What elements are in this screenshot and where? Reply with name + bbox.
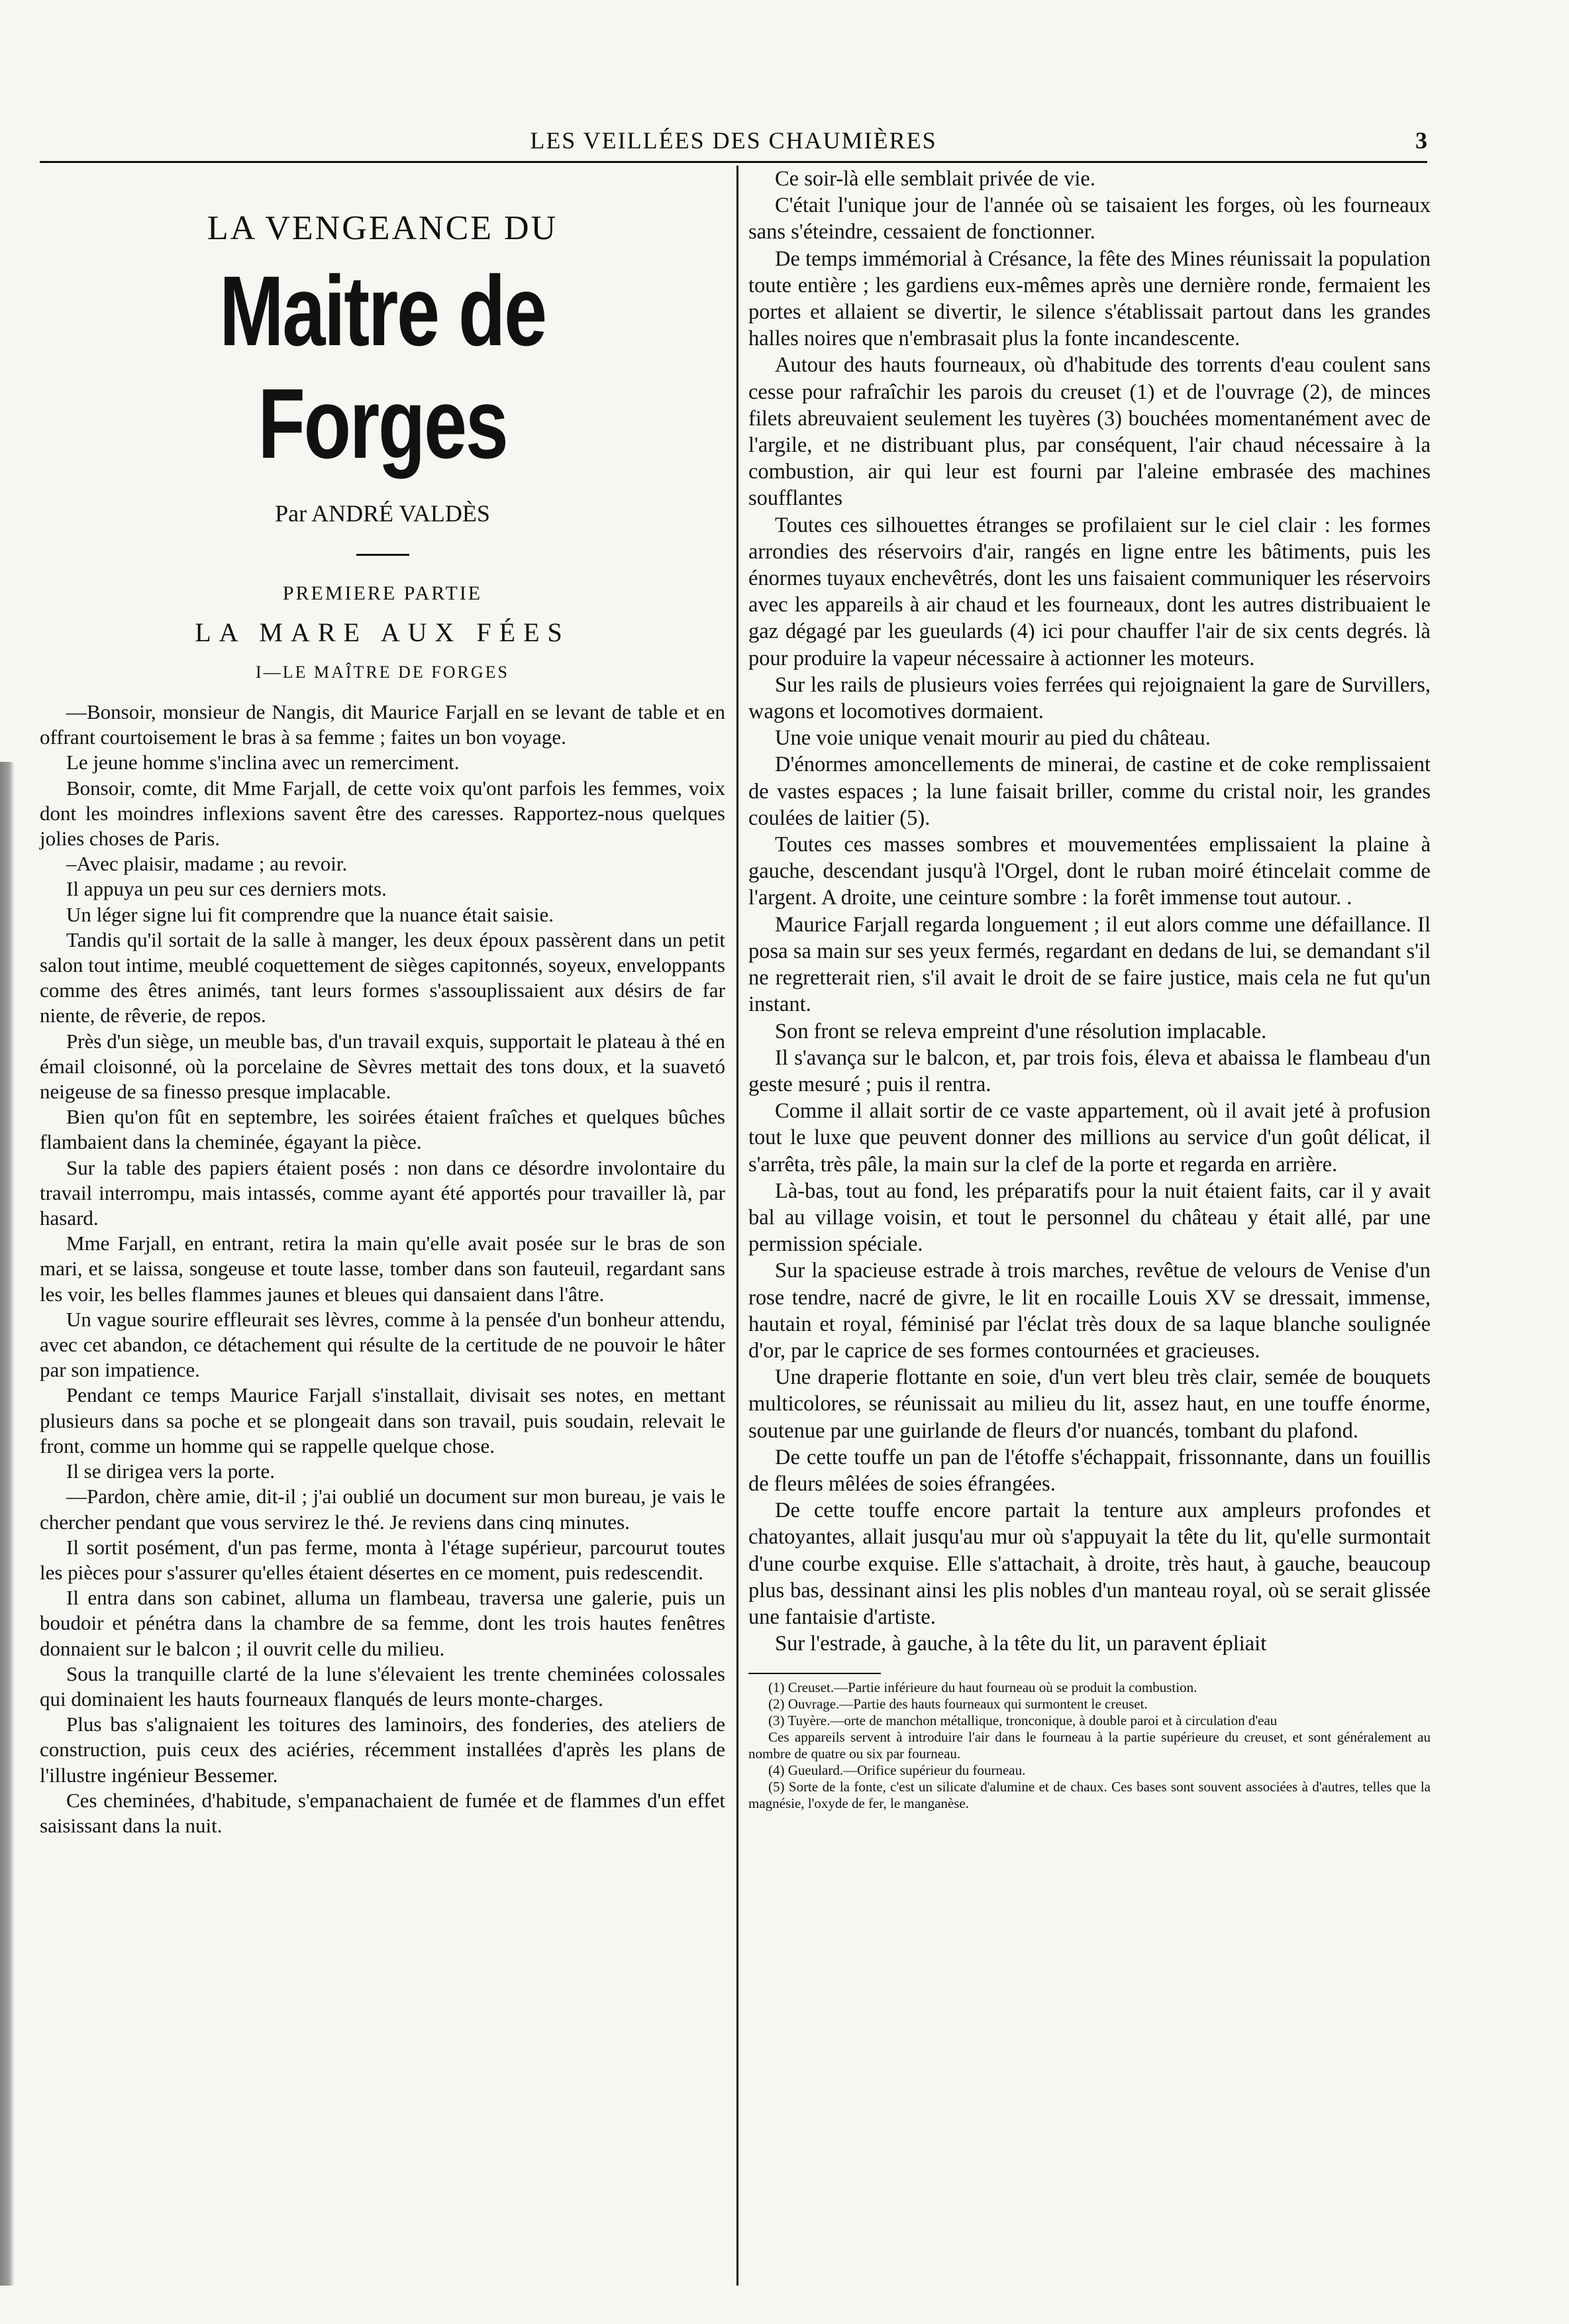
paragraph: Toutes ces silhouettes étranges se profilaient sur le ciel clair : les formes arrondies des réservoirs d'air, rangés en ligne entre les bâtiments, puis les énormes tuyaux enchevêtrés, dont les uns faisaient communiquer les réservoirs avec les appareils à air chaud et les fourneaux, dont les autres distribuaient le gaz dégagé par les gueulards (4) ici pour chauffer l'air de six cents degrés. là pour produire la vapeur nécessaire à actionner les moteurs. <box>748 513 1431 670</box>
paragraph: Il entra dans son cabinet, alluma un flambeau, traversa une galerie, puis un boudoir et pénétra dans la chambre de sa femme, dont les trois hautes fenêtres donnaient sur le balcon ; il ouvrit celle du milieu. <box>40 1586 725 1660</box>
paragraph: Plus bas s'alignaient les toitures des laminoirs, des fonderies, des ateliers de construction, puis ceux des aciéries, récemment installées d'après les plans de l'illustre ingénieur Bessemer. <box>40 1713 725 1787</box>
paragraph: Ces cheminées, d'habitude, s'empanachaient de fumée et de flammes d'un effet saisissant dans la nuit. <box>40 1788 725 1837</box>
paragraph: Une draperie flottante en soie, d'un vert bleu très clair, semée de bouquets multicolores, se réunissait au milieu du lit, assez haut, en une touffe énorme, soutenue par une guirlande de fleurs d'or nuancés, tombant du plafond. <box>748 1365 1431 1443</box>
footnotes <box>748 1679 1431 1812</box>
paragraph: Il sortit posément, d'un pas ferme, monta à l'étage supérieur, parcourut toutes les pièces pour s'assurer qu'elles étaient désertes en ce moment, puis redescendit. <box>40 1535 725 1584</box>
story-title: Maitre de Forges <box>219 255 546 479</box>
binding-shadow <box>0 762 15 2286</box>
paragraph: Toutes ces masses sombres et mouvementées emplissaient la plaine à gauche, descendant jusqu'à l'Orgel, dont le ruban moiré étincelait comme de l'argent. A droite, une ceinture sombre : la forêt immense tout autour. . <box>748 833 1431 910</box>
byline: Par ANDRÉ VALDÈS <box>275 500 490 527</box>
paragraph: Comme il allait sortir de ce vaste appartement, où il avait jeté à profusion tout le luxe que peuvent donner des millions au service d'un goût délicat, il s'arrêta, très pâle, la main sur la clef de la porte et regarda en arrière. <box>748 1099 1431 1177</box>
paragraph: Près d'un siège, un meuble bas, d'un travail exquis, supportait le plateau à thé en émail cloisonné, où la porcelaine de Sèvres mettait des tons doux, et la suavetó neigeuse de sa finesso presque implacable. <box>40 1029 725 1104</box>
paragraph: Autour des hauts fourneaux, où d'habitude des torrents d'eau coulent sans cesse pour rafraîchir les parois du creuset (1) et de l'ouvrage (2), de minces filets abreuvaient seulement les tuyères (3) bouchées momentanément avec de l'argile, et ne distribuant plus, par conséquent, l'air chaud nécessaire à la combustion, air qui leur est fourni par l'aleine embrasée des machines soufflantes <box>748 353 1431 511</box>
paragraph: Son front se releva empreint d'une résolution implacable. <box>775 1019 1267 1043</box>
chapter-heading: I—LE MAÎTRE DE FORGES <box>256 662 509 682</box>
paragraph: C'était l'unique jour de l'année où se taisaient les forges, où les fourneaux sans s'éteindre, cessaient de fonctionner. <box>748 193 1431 244</box>
paragraph: De cette touffe un pan de l'étoffe s'échappait, frissonnante, dans un fouillis de fleurs mêlées de soies éfrangées. <box>748 1445 1431 1496</box>
part-heading: PREMIERE PARTIE <box>282 582 483 604</box>
paragraph: Là-bas, tout au fond, les préparatifs pour la nuit étaient faits, car il y avait bal au village voisin, et tout le personnel du château y était allé, par une permission spéciale. <box>748 1179 1431 1257</box>
left-column <box>40 169 725 1838</box>
section-heading: LA MARE AUX FÉES <box>195 617 570 647</box>
paragraph: —Pardon, chère amie, dit-il ; j'ai oublié un document sur mon bureau, je vais le chercher pendant que vous servirez le thé. Je reviens dans cinq minutes. <box>40 1485 725 1534</box>
column-rule <box>736 166 738 2286</box>
paragraph: D'énormes amoncellements de minerai, de castine et de coke remplissaient de vastes espaces ; la lune faisait briller, comme du cristal noir, les grandes coulées de laitier (5). <box>748 753 1431 830</box>
footnote: Ces appareils servent à introduire l'air dans le fourneau à la partie supérieure du creuset, et sont généralement au nombre de quatre ou six par fourneau. <box>748 1729 1431 1762</box>
title-divider <box>356 554 409 556</box>
running-title: LES VEILLÉES DES CHAUMIÈRES <box>530 127 937 154</box>
paragraph: Ce soir-là elle semblait privée de vie. <box>775 167 1095 191</box>
paragraph: De cette touffe encore partait la tenture aux ampleurs profondes et chatoyantes, allait jusqu'au mur où s'appuyait la tête du lit, qu'elle surmontait d'une courbe exquise. Elle s'attachait, à droite, très haut, à gauche, beaucoup plus bas, dessinant ainsi les plis nobles d'un manteau royal, où se serait glissée une fantaisie d'artiste. <box>748 1499 1431 1629</box>
paragraph: Sur l'estrade, à gauche, à la tête du lit, un paravent épliait <box>775 1632 1267 1656</box>
paragraph: Il s'avança sur le balcon, et, par trois fois, éleva et abaissa le flambeau d'un geste mesuré ; puis il rentra. <box>748 1045 1431 1096</box>
paragraph: De temps immémorial à Crésance, la fête des Mines réunissait la population toute entière ; les gardiens eux-mêmes après une dernière ronde, fermaient les portes et allaient se divertir, le silence s'établissait partout dans les grandes halles noires que n'embrasait plus la fonte incandescente. <box>748 246 1431 351</box>
paragraph: Sur la spacieuse estrade à trois marches, revêtue de velours de Venise d'un rose tendre, nacré de givre, le lit en rocaille Louis XV se dressait, immense, hautain et royal, féminisé par l'éclat très doux de sa laque blanche soulignée d'or, par le caprice de ses formes contournées et gracieuses. <box>748 1259 1431 1363</box>
paragraph: Bonsoir, comte, dit Mme Farjall, de cette voix qu'ont parfois les femmes, voix dont les moindres inflexions savent être des caresses. Rapportez-nous quelques jolies choses de Paris. <box>40 776 725 851</box>
paragraph: Maurice Farjall regarda longuement ; il eut alors comme une défaillance. Il posa sa main sur ses yeux fermés, regardant en dedans de lui, se demandant s'il ne regretterait rien, s'il avait le droit de se faire justice, mais cela ne fut qu'un instant. <box>748 912 1431 1017</box>
footnote: (2) Ouvrage.—Partie des hauts fourneaux qui surmontent le creuset. <box>768 1696 1148 1713</box>
footnote: (5) Sorte de la fonte, c'est un silicate d'alumine et de chaux. Ces bases sont souvent associées à d'autres, telles que la magnésie, l'oxyde de fer, le manganèse. <box>748 1779 1431 1812</box>
paragraph: Tandis qu'il sortait de la salle à manger, les deux époux passèrent dans un petit salon tout intime, meublé coquettement de sièges capitonnés, soyeux, enveloppants comme des êtres animés, tant leurs formes s'assouplissaient aux désirs de far niente, de rêverie, de repos. <box>40 927 725 1028</box>
footnote: (4) Gueulard.—Orifice supérieur du fourneau. <box>768 1762 1026 1779</box>
paragraph: –Avec plaisir, madame ; au revoir. <box>66 852 348 876</box>
footnotes-divider <box>748 1673 881 1674</box>
left-column-body <box>40 700 725 1838</box>
paragraph: Une voie unique venait mourir au pied du château. <box>775 726 1211 751</box>
right-column-body <box>748 166 1431 1657</box>
paragraph: Bien qu'on fût en septembre, les soirées étaient fraîches et quelques bûches flambaient dans la cheminée, égayant la pièce. <box>40 1105 725 1154</box>
paragraph: Il appuya un peu sur ces derniers mots. <box>66 877 387 901</box>
paragraph: Mme Farjall, en entrant, retira la main qu'elle avait posée sur le bras de son mari, et se laissa, songeuse et toute lasse, tomber dans son fauteuil, regardant sans les voir, les belles flammes jaunes et bleues qui dansaient dans l'âtre. <box>40 1232 725 1306</box>
page-header <box>40 123 1427 163</box>
footnote: (3) Tuyère.—orte de manchon métallique, tronconique, à double paroi et à circulation d'eau <box>768 1713 1278 1729</box>
page-number: 3 <box>1415 127 1427 154</box>
right-column <box>748 166 1431 1812</box>
paragraph: Le jeune homme s'inclina avec un remerciment. <box>66 751 460 774</box>
paragraph: Un vague sourire effleurait ses lèvres, comme à la pensée d'un bonheur attendu, avec cet abandon, ce détachement qui résulte de la certitude de ne pouvoir le hâter par son impatience. <box>40 1307 725 1382</box>
footnote: (1) Creuset.—Partie inférieure du haut fourneau où se produit la combustion. <box>768 1679 1197 1696</box>
paragraph: Un léger signe lui fit comprendre que la nuance était saisie. <box>66 902 554 926</box>
paragraph: Sur les rails de plusieurs voies ferrées qui rejoignaient la gare de Survillers, wagons et locomotives dormaient. <box>748 672 1431 724</box>
paragraph: Pendant ce temps Maurice Farjall s'installait, divisait ses notes, en mettant plusieurs dans sa poche et se plongeait dans son travail, puis soudain, relevait le front, comme un homme qui se rappelle quelque chose. <box>40 1383 725 1457</box>
paragraph: Sur la table des papiers étaient posés : non dans ce désordre involontaire du travail interrompu, mais intassés, comme ayant été apportés pour travailler là, par hasard. <box>40 1155 725 1230</box>
paragraph: Il se dirigea vers la porte. <box>66 1459 276 1483</box>
paragraph: Sous la tranquille clarté de la lune s'élevaient les trente cheminées colossales qui dominaient les hauts fourneaux flanqués de leurs monte-charges. <box>40 1662 725 1711</box>
title-kicker: LA VENGEANCE DU <box>207 209 558 247</box>
paragraph: —Bonsoir, monsieur de Nangis, dit Maurice Farjall en se levant de table et en offrant courtoisement le bras à sa femme ; faites un bon voyage. <box>40 700 725 749</box>
